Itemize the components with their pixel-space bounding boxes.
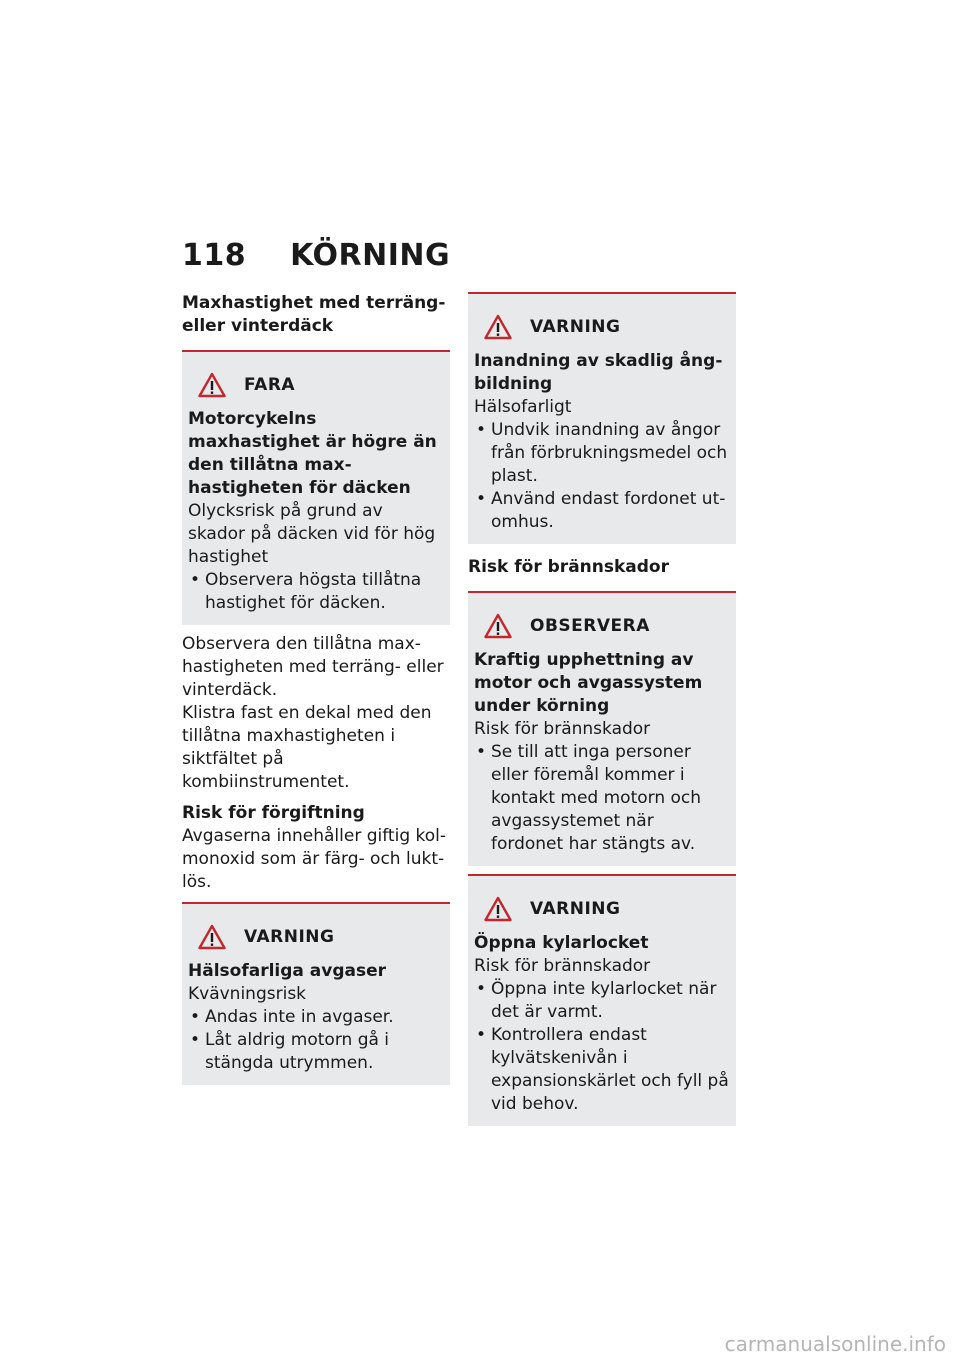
warning-box-fumes (468, 292, 736, 544)
bullet-item: • Låt aldrig motorn gå i stängda utrymmen. (188, 1029, 444, 1075)
box-text: Risk för brännskador (474, 956, 651, 976)
box-level: VARNING (530, 899, 621, 919)
section-heading-max-speed: Maxhastighet med terräng- eller vinterdäck (182, 293, 446, 336)
box-subtitle: Motorcykelns maxhastighet är högre än den tillåtna maxhastigheten för däcken (188, 409, 437, 498)
box-bullets (474, 978, 730, 1116)
page-title: KÖRNING (290, 238, 451, 273)
box-text: Hälsofarligt (474, 397, 572, 417)
paragraph: Observera den tillåtna maxhastigheten med terräng- eller vinterdäck. (182, 634, 444, 700)
box-level: VARNING (530, 317, 621, 337)
box-header (474, 609, 730, 643)
caution-box-heat (468, 591, 736, 866)
box-bullets (474, 419, 730, 534)
watermark: carmanualsonline.info (724, 1332, 946, 1356)
warning-triangle-icon (198, 924, 226, 950)
warning-box-exhaust (182, 902, 450, 1085)
left-column (182, 292, 450, 1085)
box-header (474, 310, 730, 344)
paragraph: Klistra fast en dekal med den tillåtna maxhastigheten i siktfältet på kombiinstrumentet. (182, 703, 432, 792)
bullet-item: • Observera högsta tillåtna hastighet för däcken. (188, 569, 444, 615)
box-bullets (188, 1006, 444, 1075)
box-subtitle: Kraftig upphettning av motor och avgassystem under körning (474, 650, 703, 716)
warning-triangle-icon (484, 314, 512, 340)
box-level: VARNING (244, 927, 335, 947)
section-heading-burns: Risk för brännskador (468, 557, 669, 577)
box-header (188, 368, 444, 402)
box-bullets (474, 741, 730, 856)
right-column (468, 292, 736, 1126)
box-subtitle: Hälsofarliga avgaser (188, 961, 387, 981)
box-subtitle: Inandning av skadlig ångbildning (474, 351, 723, 394)
page-header (182, 238, 450, 273)
box-header (188, 920, 444, 954)
box-header (474, 892, 730, 926)
page-number: 118 (182, 238, 247, 273)
bullet-item: • Kontrollera endast kylvätskenivån i expansionskärlet och fyll på vid behov. (474, 1024, 730, 1116)
box-text: Risk för brännskador (474, 719, 651, 739)
warning-triangle-icon (484, 896, 512, 922)
warning-triangle-icon (198, 372, 226, 398)
warning-box-radiator-cap (468, 874, 736, 1126)
box-text: Kvävningsrisk (188, 984, 307, 1004)
paragraph: Avgaserna innehåller giftig kolmonoxid som är färg- och luktlös. (182, 826, 447, 892)
bullet-item: • Undvik inandning av ångor från förbrukningsmedel och plast. (474, 419, 730, 488)
box-subtitle: Öppna kylarlocket (474, 933, 649, 953)
danger-box-tire-speed (182, 350, 450, 625)
box-level: OBSERVERA (530, 616, 650, 636)
box-text: Olycksrisk på grund av skador på däcken vid för hög hastighet (188, 501, 436, 567)
warning-triangle-icon (484, 613, 512, 639)
bullet-item: • Använd endast fordonet utomhus. (474, 488, 730, 534)
bullet-item: • Öppna inte kylarlocket när det är varmt. (474, 978, 730, 1024)
bullet-item: • Andas inte in avgaser. (188, 1006, 444, 1029)
bullet-item: • Se till att inga personer eller föremål kommer i kontakt med motorn och avgassystemet när fordonet har stängts av. (474, 741, 730, 856)
box-level: FARA (244, 375, 296, 395)
box-bullets (188, 569, 444, 615)
section-heading-poisoning: Risk för förgiftning (182, 803, 365, 823)
